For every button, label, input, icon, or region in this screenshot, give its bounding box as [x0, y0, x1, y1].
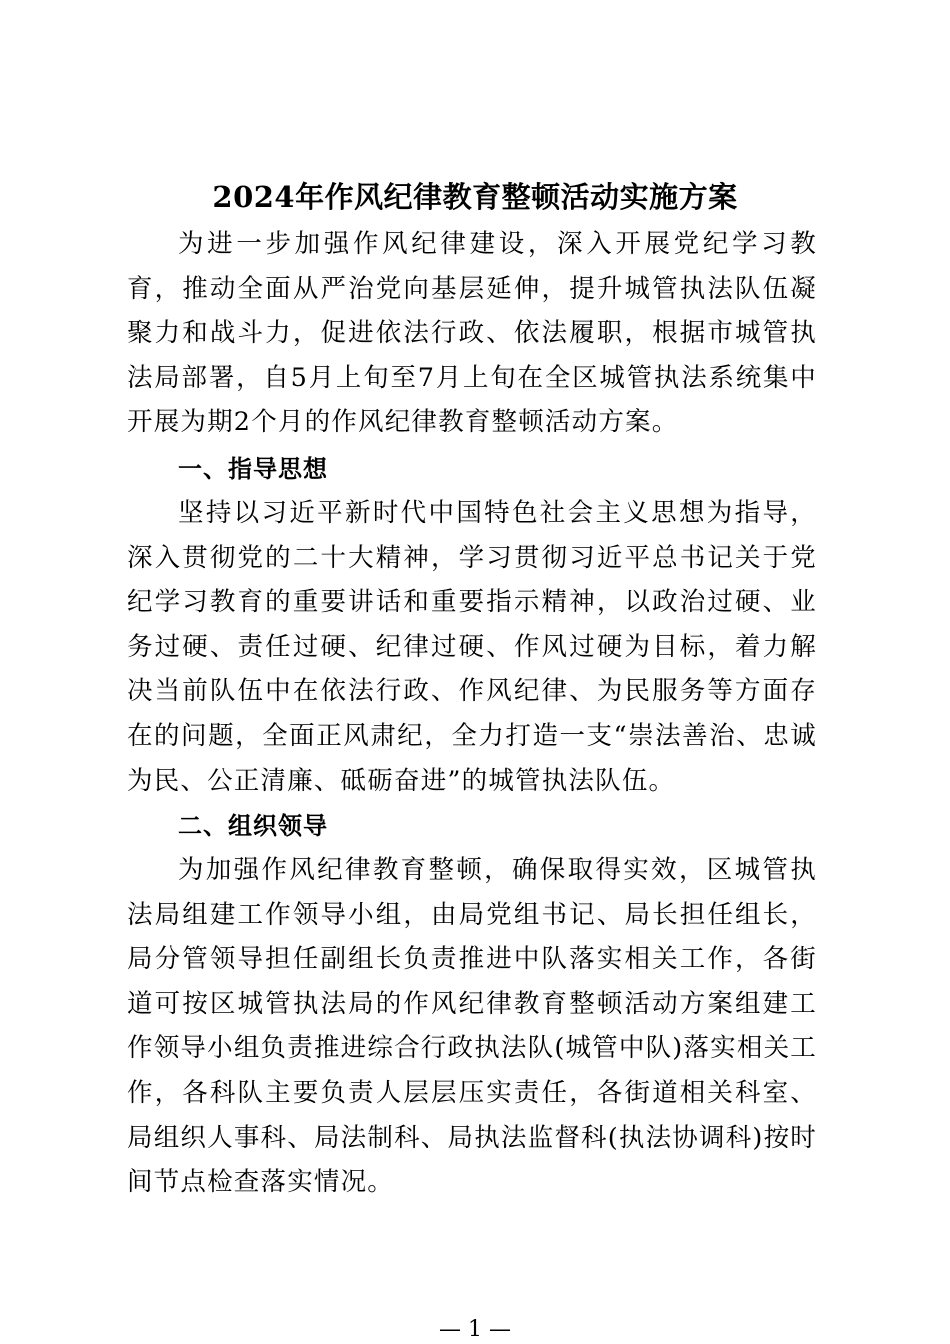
section-heading-organization-leadership: 二、组织领导	[178, 812, 328, 840]
intro-paragraph: 为进一步加强作风纪律建设，深入开展党纪学习教育，推动全面从严治党向基层延伸，提升城管执法队伍凝聚力和战斗力，促进依法行政、依法履职，根据市城管执法局部署，自5月上旬至7月上旬在全区城管执法系统集中开展为期2个月的作风纪律教育整顿活动方案。	[127, 229, 817, 438]
document-title: 2024年作风纪律教育整顿活动实施方案	[212, 180, 738, 214]
organization-leadership-paragraph: 为加强作风纪律教育整顿，确保取得实效，区城管执法局组建工作领导小组，由局党组书记、局长担任组长，局分管领导担任副组长负责推进中队落实相关工作，各街道可按区城管执法局的作风纪律教育整顿活动方案组建工作领导小组负责推进综合行政执法队(城管中队)落实相关工作，各科队主要负责人层层压实责任，各街道相关科室、局组织人事科、局法制科、局执法监督科(执法协调科)按时间节点检查落实情况。	[127, 855, 817, 1198]
section-heading-guiding-ideology: 一、指导思想	[178, 455, 328, 483]
guiding-ideology-paragraph: 坚持以习近平新时代中国特色社会主义思想为指导，深入贯彻党的二十大精神，学习贯彻习近平总书记关于党纪学习教育的重要讲话和重要指示精神，以政治过硬、业务过硬、责任过硬、纪律过硬、作风过硬为目标，着力解决当前队伍中在依法行政、作风纪律、为民服务等方面存在的问题，全面正风肃纪，全力打造一支“崇法善治、忠诚为民、公正清廉、砥砺奋进”的城管执法队伍。	[127, 498, 817, 796]
page-number: — 1 —	[439, 1317, 511, 1342]
